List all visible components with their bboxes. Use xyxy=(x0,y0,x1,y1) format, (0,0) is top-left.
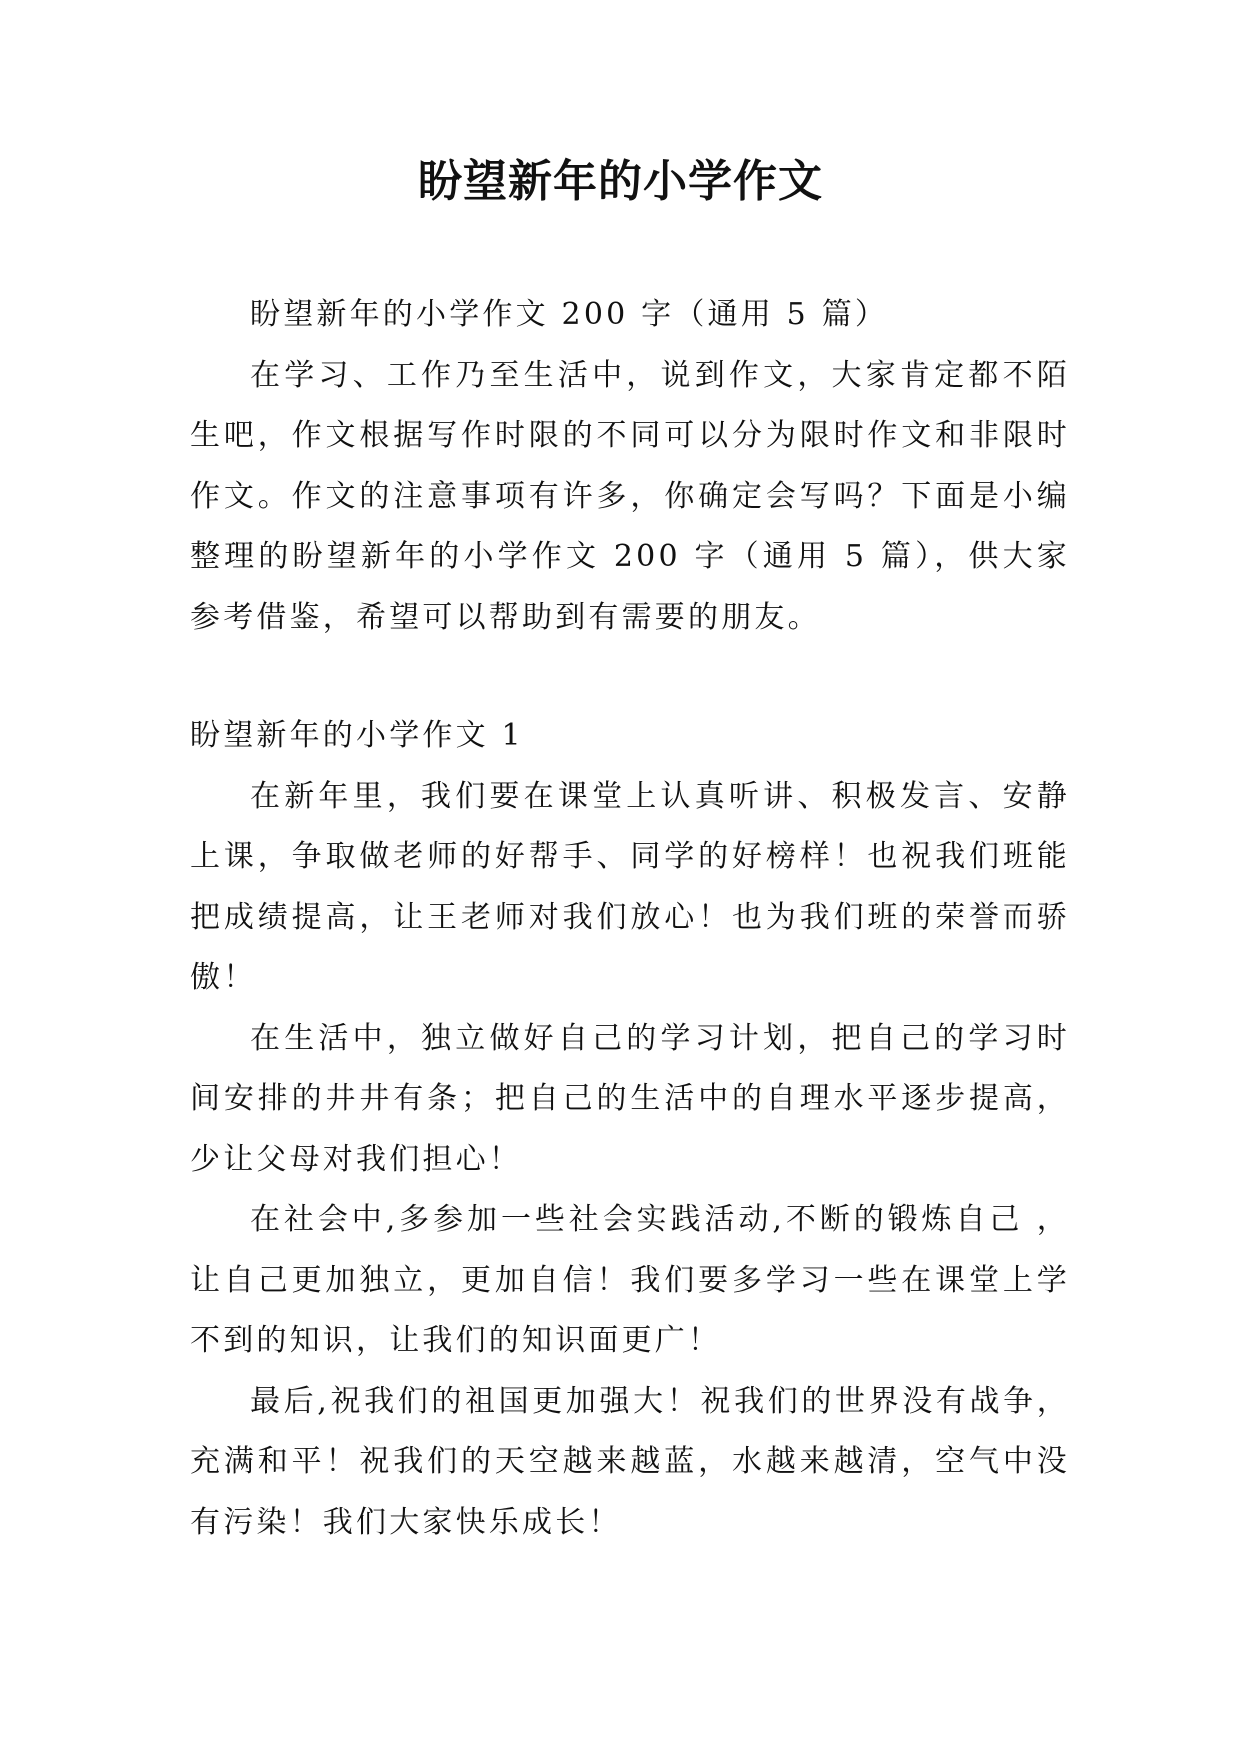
intro-paragraph: 在学习、工作乃至生活中，说到作文，大家肯定都不陌生吧，作文根据写作时限的不同可以分为限时作文和非限时作文。作文的注意事项有许多，你确定会写吗？下面是小编整理的盼望新年的小学作文 200 字（通用 5 篇），供大家参考借鉴，希望可以帮助到有需要的朋友。 xyxy=(190,357,1070,635)
section-heading: 盼望新年的小学作文 1 xyxy=(190,718,524,753)
essay-paragraph-3: 在社会中,多参加一些社会实践活动,不断的锻炼自己 ，让自己更加独立，更加自信！我们要多学习一些在课堂上学不到的知识，让我们的知识面更广！ xyxy=(190,1202,1070,1358)
section-spacer xyxy=(190,648,1070,706)
document-title: 盼望新年的小学作文 xyxy=(418,156,823,207)
essay-paragraph-1: 在新年里，我们要在课堂上认真听讲、积极发言、安静上课，争取做老师的好帮手、同学的好榜样！也祝我们班能把成绩提高，让王老师对我们放心！也为我们班的荣誉而骄傲！ xyxy=(190,778,1070,995)
essay-paragraph-2: 在生活中，独立做好自己的学习计划，把自己的学习时间安排的井井有条；把自己的生活中的自理水平逐步提高，少让父母对我们担心！ xyxy=(190,1020,1070,1177)
document-subtitle: 盼望新年的小学作文 200 字（通用 5 篇） xyxy=(250,297,889,332)
document-body xyxy=(190,285,1070,1553)
essay-paragraph-4: 最后,祝我们的祖国更加强大！祝我们的世界没有战争，充满和平！祝我们的天空越来越蓝，水越来越清，空气中没有污染！我们大家快乐成长！ xyxy=(190,1383,1070,1540)
